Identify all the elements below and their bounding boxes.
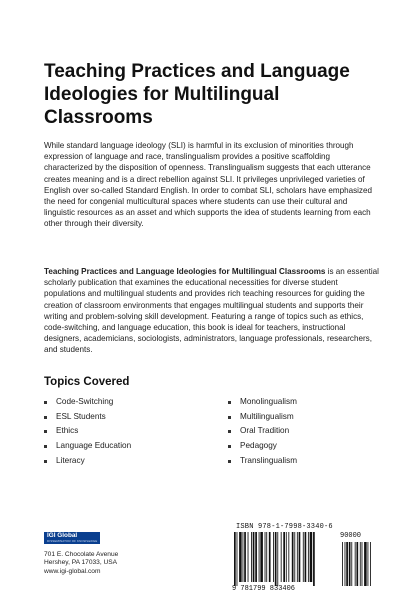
description-paragraph: [44, 266, 380, 356]
addon-bar: [346, 542, 348, 586]
barcode-bar: [255, 532, 257, 582]
barcode-bar: [286, 532, 287, 582]
barcode-bar: [259, 532, 260, 582]
isbn-text: ISBN 978-1-7998-3340-6: [236, 523, 333, 531]
bullet-icon: [228, 401, 231, 404]
bullet-icon: [228, 430, 231, 433]
publisher-address: [44, 551, 118, 576]
addon-bar: [356, 542, 358, 586]
topic-item: [228, 410, 297, 425]
topic-label: Pedagogy: [240, 441, 277, 451]
barcode-bar: [244, 532, 246, 582]
addon-bar: [342, 542, 343, 586]
barcode-bar: [251, 532, 252, 582]
barcode-bar: [275, 532, 277, 586]
barcode-bar: [288, 532, 289, 582]
bullet-icon: [228, 445, 231, 448]
barcode-bar: [303, 532, 304, 582]
topic-item: [44, 439, 131, 454]
barcode-bar: [297, 532, 298, 582]
barcode-bar: [310, 532, 313, 582]
description-text: is an essential scholarly publication that examines the educational necessities for diverse student populations and multilingual students and provides rich teaching resources for guiding the creation of classroom environments that engages multilingual students and supports their writing and problem-solving skill development. Featuring a range of topics such as ethics, code-switching, and language education, this book is ideal for teachers, instructional designers, academicians, sociologists, administrators, language professionals, researchers, and students.: [44, 267, 379, 355]
topic-item: [228, 395, 297, 410]
barcode-bar: [266, 532, 267, 582]
address-line-2: Hershey, PA 17033, USA: [44, 559, 118, 567]
barcode-bar: [265, 532, 266, 582]
barcode-bar: [281, 532, 282, 582]
topic-label: ESL Students: [56, 411, 106, 421]
bullet-icon: [44, 430, 47, 433]
topic-item: [44, 424, 131, 439]
barcode-bar: [292, 532, 294, 582]
barcode-bar: [237, 532, 238, 586]
intro-paragraph: While standard language ideology (SLI) is harmful in its exclusion of minorities through expression of language and race, translingualism provides a positive scaffolding characterized by the disposition of openness. Translingualism suggests that each utterance creates meaning and is a direct rebellion against SLI. It privileges unprivileged varieties of English over so-called Standard English. In order to combat SLI, scholars have emphasized the need for congenial multicultural spaces where students can use their cultural and linguistic resources as an asset and which supports the idea of students learning from each other through their diversity.: [44, 141, 372, 229]
topic-item: [44, 454, 131, 469]
address-line-1: 701 E. Chocolate Avenue: [44, 551, 119, 558]
logo-tagline: DISSEMINATOR OF KNOWLEDGE: [47, 538, 98, 543]
barcode-bar: [273, 532, 274, 582]
barcode-bar: [294, 532, 295, 582]
topics-list-left: [44, 395, 131, 469]
topic-label: Multilingualism: [240, 411, 294, 421]
topic-item: [228, 439, 297, 454]
addon-bar: [345, 542, 346, 586]
barcode-bar: [248, 532, 249, 582]
addon-bar: [355, 542, 356, 586]
addon-bar: [368, 542, 369, 586]
addon-digits: 90000: [340, 532, 362, 540]
topics-list-right: [228, 395, 297, 469]
publisher-website: www.igi-global.com: [44, 567, 101, 575]
barcode-bar: [313, 532, 315, 586]
barcode-bar: [243, 532, 244, 582]
publisher-logo: [44, 532, 100, 544]
book-title: Teaching Practices and Language Ideologies for Multilingual Classrooms: [44, 61, 350, 128]
addon-bar: [370, 542, 371, 586]
bullet-icon: [44, 401, 47, 404]
addon-bar: [362, 542, 363, 586]
barcode-bar: [305, 532, 307, 582]
bullet-icon: [228, 460, 231, 463]
barcode-bar: [269, 532, 271, 582]
topic-label: Code-Switching: [56, 397, 114, 406]
barcode-bar: [283, 532, 285, 582]
topic-label: Literacy: [56, 455, 85, 465]
barcode-graphic: [232, 532, 382, 586]
description-book-title: Teaching Practices and Language Ideologies for Multilingual Classrooms: [44, 267, 326, 276]
barcode-bar: [299, 532, 301, 582]
barcode-bar: [308, 532, 309, 582]
topic-item: [44, 395, 131, 410]
bullet-icon: [228, 416, 231, 419]
addon-bar: [364, 542, 367, 586]
addon-bar: [360, 542, 361, 586]
topic-item: [44, 410, 131, 425]
barcode-bar: [239, 532, 242, 582]
topic-item: [228, 454, 297, 469]
topic-item: [228, 424, 297, 439]
topic-label: Translingualism: [240, 455, 298, 465]
barcode-bar: [253, 532, 255, 582]
bullet-icon: [44, 416, 47, 419]
topic-label: Monolingualism: [240, 397, 297, 406]
topic-label: Language Education: [56, 441, 132, 451]
barcode-bar: [234, 532, 236, 586]
barcode-area: [228, 520, 386, 598]
barcode-bar: [260, 532, 263, 582]
logo-name: IGI Global: [47, 532, 78, 540]
addon-bar: [349, 542, 351, 586]
topic-label: Oral Tradition: [240, 426, 290, 436]
barcode-bar: [277, 532, 278, 586]
bullet-icon: [44, 460, 47, 463]
topic-label: Ethics: [56, 426, 79, 436]
bullet-icon: [44, 445, 47, 448]
addon-bar: [351, 542, 352, 586]
topics-heading: Topics Covered: [44, 376, 130, 388]
barcode-digits: 9 781799 833406: [232, 585, 296, 593]
